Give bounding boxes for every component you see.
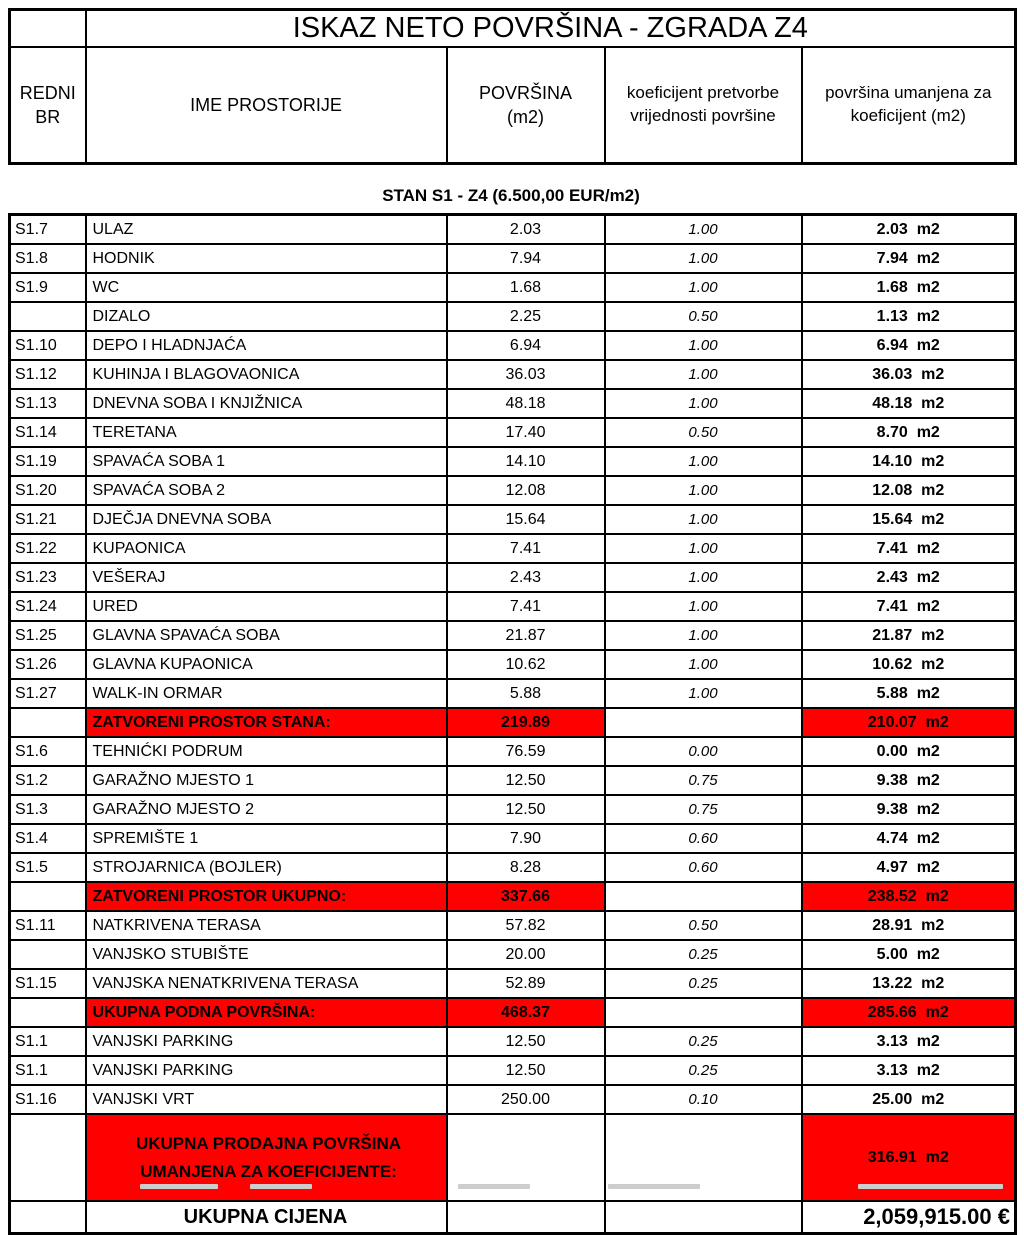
header-table <box>8 8 1017 165</box>
cropped-next-row-artifact <box>458 1184 530 1189</box>
coefficient-value: 1.00 <box>605 476 802 505</box>
cropped-next-row-artifact <box>140 1184 218 1189</box>
reduced-area-value: 10.62 m2 <box>802 650 1016 679</box>
reduced-area-value: 2.43 m2 <box>802 563 1016 592</box>
table-row <box>10 940 1016 969</box>
reduced-area-value: 7.94 m2 <box>802 244 1016 273</box>
area-value: 5.88 <box>447 679 605 708</box>
area-value: 7.41 <box>447 534 605 563</box>
table-row <box>10 679 1016 708</box>
room-name: ZATVORENI PROSTOR UKUPNO: <box>86 882 447 911</box>
room-name: GARAŽNO MJESTO 1 <box>86 766 447 795</box>
total-price-value: 2,059,915.00 € <box>802 1201 1016 1234</box>
grand-total-label: UKUPNA PRODAJNA POVRŠINA UMANJENA ZA KOEFICIJENTE: <box>86 1114 447 1201</box>
row-id: S1.20 <box>10 476 86 505</box>
area-value: 1.68 <box>447 273 605 302</box>
reduced-area-value: 28.91 m2 <box>802 911 1016 940</box>
area-value: 219.89 <box>447 708 605 737</box>
row-id: S1.6 <box>10 737 86 766</box>
coefficient-value: 1.00 <box>605 679 802 708</box>
row-id: S1.23 <box>10 563 86 592</box>
room-name: DEPO I HLADNJAĆA <box>86 331 447 360</box>
table-row <box>10 331 1016 360</box>
table-row <box>10 505 1016 534</box>
row-id: S1.19 <box>10 447 86 476</box>
room-name: STROJARNICA (BOJLER) <box>86 853 447 882</box>
coefficient-value: 0.00 <box>605 737 802 766</box>
total-price-label: UKUPNA CIJENA <box>86 1201 447 1234</box>
area-value: 468.37 <box>447 998 605 1027</box>
cropped-next-row-artifact <box>608 1184 700 1189</box>
row-id: S1.4 <box>10 824 86 853</box>
cropped-next-row-artifact <box>858 1184 1003 1189</box>
reduced-area-value: 36.03 m2 <box>802 360 1016 389</box>
row-id: S1.13 <box>10 389 86 418</box>
total-price-empty-id <box>10 1201 86 1234</box>
column-header-koeficijent: koeficijent pretvorbe vrijednosti površine <box>605 47 802 164</box>
row-id: S1.7 <box>10 215 86 245</box>
row-id <box>10 998 86 1027</box>
row-id: S1.11 <box>10 911 86 940</box>
coefficient-value: 0.25 <box>605 940 802 969</box>
coefficient-value: 1.00 <box>605 534 802 563</box>
reduced-area-value: 4.97 m2 <box>802 853 1016 882</box>
room-name: ULAZ <box>86 215 447 245</box>
reduced-area-value: 285.66 m2 <box>802 998 1016 1027</box>
column-header-redni-br: REDNI BR <box>10 47 86 164</box>
area-value: 337.66 <box>447 882 605 911</box>
column-header-povrsina-umanjena: površina umanjena za koeficijent (m2) <box>802 47 1016 164</box>
coefficient-value: 1.00 <box>605 244 802 273</box>
area-value: 8.28 <box>447 853 605 882</box>
coefficient-value <box>605 708 802 737</box>
area-value: 17.40 <box>447 418 605 447</box>
table-row <box>10 824 1016 853</box>
row-id: S1.15 <box>10 969 86 998</box>
row-id: S1.2 <box>10 766 86 795</box>
row-id: S1.12 <box>10 360 86 389</box>
coefficient-value: 1.00 <box>605 360 802 389</box>
area-value: 250.00 <box>447 1085 605 1114</box>
coefficient-value: 1.00 <box>605 621 802 650</box>
section-title: STAN S1 - Z4 (6.500,00 EUR/m2) <box>382 186 640 205</box>
room-name: WC <box>86 273 447 302</box>
reduced-area-value: 21.87 m2 <box>802 621 1016 650</box>
area-value: 14.10 <box>447 447 605 476</box>
reduced-area-value: 0.00 m2 <box>802 737 1016 766</box>
reduced-area-value: 210.07 m2 <box>802 708 1016 737</box>
row-id <box>10 302 86 331</box>
reduced-area-value: 6.94 m2 <box>802 331 1016 360</box>
reduced-area-value: 7.41 m2 <box>802 592 1016 621</box>
room-name: SPAVAĆA SOBA 1 <box>86 447 447 476</box>
coefficient-value: 0.50 <box>605 911 802 940</box>
table-row <box>10 911 1016 940</box>
table-row <box>10 1056 1016 1085</box>
row-id: S1.9 <box>10 273 86 302</box>
reduced-area-value: 238.52 m2 <box>802 882 1016 911</box>
area-value: 21.87 <box>447 621 605 650</box>
row-id: S1.27 <box>10 679 86 708</box>
summary-row <box>10 708 1016 737</box>
coefficient-value: 1.00 <box>605 592 802 621</box>
row-id: S1.3 <box>10 795 86 824</box>
room-name: VANJSKI VRT <box>86 1085 447 1114</box>
room-name: SPREMIŠTE 1 <box>86 824 447 853</box>
table-row <box>10 592 1016 621</box>
room-name: KUHINJA I BLAGOVAONICA <box>86 360 447 389</box>
room-name: NATKRIVENA TERASA <box>86 911 447 940</box>
room-name: TERETANA <box>86 418 447 447</box>
table-row <box>10 447 1016 476</box>
coefficient-value: 1.00 <box>605 650 802 679</box>
reduced-area-value: 12.08 m2 <box>802 476 1016 505</box>
coefficient-value: 0.10 <box>605 1085 802 1114</box>
row-id: S1.10 <box>10 331 86 360</box>
table-row <box>10 650 1016 679</box>
coefficient-value: 0.75 <box>605 795 802 824</box>
reduced-area-value: 3.13 m2 <box>802 1056 1016 1085</box>
room-name: DJEČJA DNEVNA SOBA <box>86 505 447 534</box>
title-row-empty-cell <box>10 10 86 48</box>
summary-row <box>10 882 1016 911</box>
table-row <box>10 302 1016 331</box>
area-value: 7.41 <box>447 592 605 621</box>
coefficient-value: 1.00 <box>605 389 802 418</box>
reduced-area-value: 1.13 m2 <box>802 302 1016 331</box>
room-name: VANJSKI PARKING <box>86 1056 447 1085</box>
room-name: URED <box>86 592 447 621</box>
room-name: UKUPNA PODNA POVRŠINA: <box>86 998 447 1027</box>
room-name: TEHNIĆKI PODRUM <box>86 737 447 766</box>
area-value: 12.50 <box>447 1056 605 1085</box>
table-row <box>10 853 1016 882</box>
column-header-row <box>10 47 1016 164</box>
reduced-area-value: 3.13 m2 <box>802 1027 1016 1056</box>
room-name: KUPAONICA <box>86 534 447 563</box>
table-row <box>10 244 1016 273</box>
coefficient-value: 1.00 <box>605 505 802 534</box>
reduced-area-value: 14.10 m2 <box>802 447 1016 476</box>
table-row <box>10 273 1016 302</box>
room-name: ZATVORENI PROSTOR STANA: <box>86 708 447 737</box>
total-price-empty-coef <box>605 1201 802 1234</box>
row-id <box>10 882 86 911</box>
area-value: 12.08 <box>447 476 605 505</box>
reduced-area-value: 13.22 m2 <box>802 969 1016 998</box>
table-row <box>10 795 1016 824</box>
area-value: 12.50 <box>447 766 605 795</box>
total-price-empty-area <box>447 1201 605 1234</box>
coefficient-value: 1.00 <box>605 447 802 476</box>
coefficient-value: 1.00 <box>605 215 802 245</box>
area-value: 36.03 <box>447 360 605 389</box>
area-value: 12.50 <box>447 795 605 824</box>
coefficient-value: 0.50 <box>605 418 802 447</box>
table-row <box>10 737 1016 766</box>
reduced-area-value: 5.00 m2 <box>802 940 1016 969</box>
area-value: 57.82 <box>447 911 605 940</box>
coefficient-value: 1.00 <box>605 331 802 360</box>
row-id <box>10 940 86 969</box>
room-name: GARAŽNO MJESTO 2 <box>86 795 447 824</box>
reduced-area-value: 9.38 m2 <box>802 766 1016 795</box>
room-name: GLAVNA KUPAONICA <box>86 650 447 679</box>
rows-body <box>10 215 1016 1115</box>
area-value: 7.90 <box>447 824 605 853</box>
coefficient-value: 1.00 <box>605 273 802 302</box>
coefficient-value <box>605 998 802 1027</box>
room-name: GLAVNA SPAVAĆA SOBA <box>86 621 447 650</box>
column-header-povrsina: POVRŠINA (m2) <box>447 47 605 164</box>
area-value: 76.59 <box>447 737 605 766</box>
area-value: 6.94 <box>447 331 605 360</box>
total-price-row <box>10 1201 1016 1234</box>
row-id: S1.26 <box>10 650 86 679</box>
table-row <box>10 563 1016 592</box>
room-name: VEŠERAJ <box>86 563 447 592</box>
grand-total-empty-id <box>10 1114 86 1201</box>
room-name: VANJSKI PARKING <box>86 1027 447 1056</box>
reduced-area-value: 5.88 m2 <box>802 679 1016 708</box>
area-value: 2.03 <box>447 215 605 245</box>
room-name: WALK-IN ORMAR <box>86 679 447 708</box>
table-row <box>10 389 1016 418</box>
area-value: 2.43 <box>447 563 605 592</box>
room-name: DIZALO <box>86 302 447 331</box>
table-row <box>10 476 1016 505</box>
coefficient-value: 0.75 <box>605 766 802 795</box>
area-value: 20.00 <box>447 940 605 969</box>
row-id: S1.5 <box>10 853 86 882</box>
area-value: 2.25 <box>447 302 605 331</box>
row-id: S1.16 <box>10 1085 86 1114</box>
table-row <box>10 766 1016 795</box>
coefficient-value: 0.25 <box>605 1056 802 1085</box>
table-row <box>10 534 1016 563</box>
reduced-area-value: 4.74 m2 <box>802 824 1016 853</box>
document-sheet <box>0 8 1024 1229</box>
coefficient-value: 0.60 <box>605 824 802 853</box>
coefficient-value <box>605 882 802 911</box>
row-id: S1.25 <box>10 621 86 650</box>
table-row <box>10 360 1016 389</box>
reduced-area-value: 9.38 m2 <box>802 795 1016 824</box>
area-value: 10.62 <box>447 650 605 679</box>
table-row <box>10 1085 1016 1114</box>
area-value: 52.89 <box>447 969 605 998</box>
area-value: 7.94 <box>447 244 605 273</box>
areas-table <box>8 213 1017 1235</box>
coefficient-value: 1.00 <box>605 563 802 592</box>
reduced-area-value: 2.03 m2 <box>802 215 1016 245</box>
coefficient-value: 0.50 <box>605 302 802 331</box>
area-value: 15.64 <box>447 505 605 534</box>
room-name: SPAVAĆA SOBA 2 <box>86 476 447 505</box>
reduced-area-value: 1.68 m2 <box>802 273 1016 302</box>
table-row <box>10 418 1016 447</box>
room-name: HODNIK <box>86 244 447 273</box>
grand-total-value: 316.91 m2 <box>802 1114 1016 1201</box>
room-name: DNEVNA SOBA I KNJIŽNICA <box>86 389 447 418</box>
row-id: S1.14 <box>10 418 86 447</box>
row-id: S1.21 <box>10 505 86 534</box>
coefficient-value: 0.25 <box>605 1027 802 1056</box>
reduced-area-value: 7.41 m2 <box>802 534 1016 563</box>
summary-row <box>10 998 1016 1027</box>
row-id: S1.8 <box>10 244 86 273</box>
coefficient-value: 0.60 <box>605 853 802 882</box>
reduced-area-value: 8.70 m2 <box>802 418 1016 447</box>
area-value: 12.50 <box>447 1027 605 1056</box>
column-header-ime-prostorije: IME PROSTORIJE <box>86 47 447 164</box>
cropped-next-row-artifact <box>250 1184 312 1189</box>
title-row <box>10 10 1016 48</box>
table-row <box>10 969 1016 998</box>
reduced-area-value: 25.00 m2 <box>802 1085 1016 1114</box>
room-name: VANJSKA NENATKRIVENA TERASA <box>86 969 447 998</box>
room-name: VANJSKO STUBIŠTE <box>86 940 447 969</box>
document-title: ISKAZ NETO POVRŠINA - ZGRADA Z4 <box>86 10 1016 48</box>
row-id: S1.1 <box>10 1027 86 1056</box>
row-id: S1.1 <box>10 1056 86 1085</box>
table-row <box>10 621 1016 650</box>
row-id: S1.24 <box>10 592 86 621</box>
area-value: 48.18 <box>447 389 605 418</box>
coefficient-value: 0.25 <box>605 969 802 998</box>
table-row <box>10 1027 1016 1056</box>
reduced-area-value: 48.18 m2 <box>802 389 1016 418</box>
table-row <box>10 215 1016 245</box>
row-id: S1.22 <box>10 534 86 563</box>
row-id <box>10 708 86 737</box>
reduced-area-value: 15.64 m2 <box>802 505 1016 534</box>
